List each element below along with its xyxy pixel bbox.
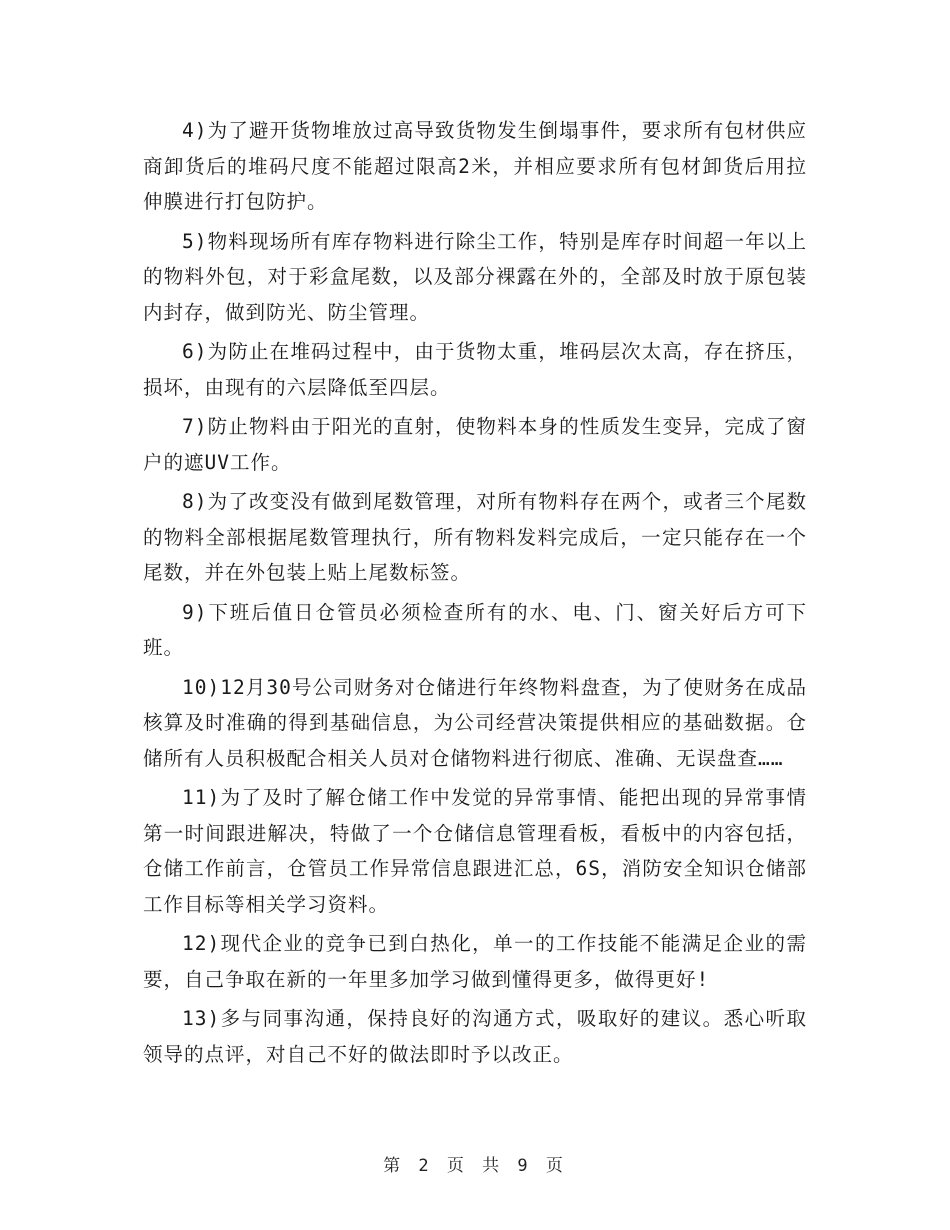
paragraph-item-7: 7)防止物料由于阳光的直射，使物料本身的性质发生变异，完成了窗户的遮UV工作。 <box>143 415 807 474</box>
paragraph-item-9: 9)下班后值日仓管员必须检查所有的水、电、门、窗关好后方可下班。 <box>143 600 807 659</box>
paragraph-item-4: 4)为了避开货物堆放过高导致货物发生倒塌事件，要求所有包材供应商卸货后的堆码尺度不能超过限高2米，并相应要求所有包材卸货后用拉伸膜进行打包防护。 <box>143 119 807 213</box>
paragraph-item-5: 5)物料现场所有库存物料进行除尘工作，特别是库存时间超一年以上的物料外包，对于彩盒尾数，以及部分裸露在外的，全部及时放于原包装内封存，做到防光、防尘管理。 <box>143 229 807 324</box>
paragraph-item-13: 13)多与同事沟通，保持良好的沟通方式，吸取好的建议。悉心听取领导的点评，对自己不好的做法即时予以改正。 <box>143 1007 807 1066</box>
document-body <box>143 113 807 1076</box>
paragraph-item-11: 11)为了及时了解仓储工作中发觉的异常事情、能把出现的异常事情第一时间跟进解决，特做了一个仓储信息管理看板，看板中的内容包括，仓储工作前言，仓管员工作异常信息跟进汇总，6S，消防安全知识仓储部工作目标等相关学习资料。 <box>143 786 807 916</box>
paragraph-item-8: 8)为了改变没有做到尾数管理，对所有物料存在两个，或者三个尾数的物料全部根据尾数管理执行，所有物料发料完成后，一定只能存在一个尾数，并在外包装上贴上尾数标签。 <box>143 490 807 584</box>
page-number-footer: 第 2 页 共 9 页 <box>383 1156 567 1176</box>
paragraph-item-6: 6)为防止在堆码过程中，由于货物太重，堆码层次太高，存在挤压，损坏，由现有的六层降低至四层。 <box>143 340 807 399</box>
paragraph-item-10: 10)12月30号公司财务对仓储进行年终物料盘查，为了使财务在成品核算及时准确的得到基础信息，为公司经营决策提供相应的基础数据。仓储所有人员积极配合相关人员对仓储物料进行彻底、准确、无误盘查…… <box>143 675 807 770</box>
paragraph-item-12: 12)现代企业的竞争已到白热化，单一的工作技能不能满足企业的需要，自己争取在新的一年里多加学习做到懂得更多，做得更好! <box>143 932 807 991</box>
